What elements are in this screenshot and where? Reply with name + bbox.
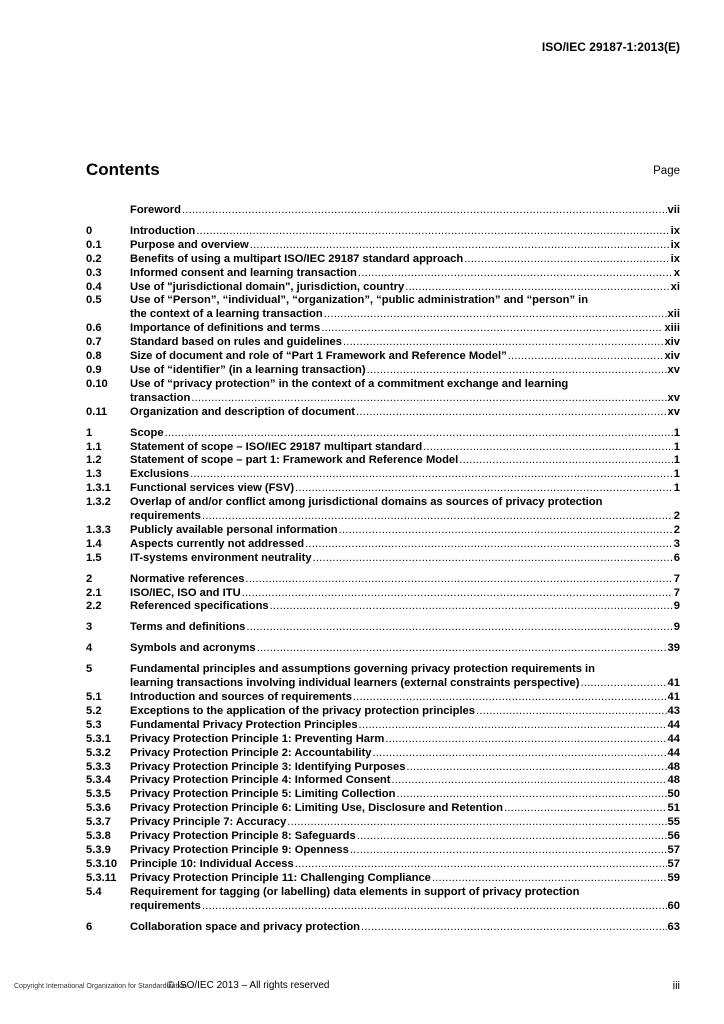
toc-entry-title: Fundamental Privacy Protection Principles xyxy=(130,718,358,731)
toc-entry-title: Collaboration space and privacy protection xyxy=(130,920,361,933)
toc-entry[interactable] xyxy=(86,830,680,844)
dot-leader xyxy=(391,774,666,788)
toc-entry-number: 1.3.2 xyxy=(86,496,111,509)
dot-leader xyxy=(423,441,673,455)
toc-entry[interactable] xyxy=(86,281,680,295)
dot-leader xyxy=(432,872,667,886)
toc-entry-page: xi xyxy=(670,280,680,293)
dot-leader xyxy=(257,642,667,656)
dot-leader xyxy=(476,705,667,719)
toc-entry-page: 51 xyxy=(667,802,680,815)
toc-entry[interactable] xyxy=(86,454,680,468)
toc-entry-page: xv xyxy=(667,363,680,376)
toc-entry-title: Statement of scope – part 1: Framework and Reference Model xyxy=(130,454,459,467)
toc-entry-page: 41 xyxy=(667,691,680,703)
toc-entry-page: 48 xyxy=(667,774,680,787)
page-column-label: Page xyxy=(653,165,680,177)
dot-leader xyxy=(196,225,669,239)
toc-entry-title: Introduction and sources of requirements xyxy=(130,691,352,703)
toc-entry[interactable] xyxy=(86,761,680,775)
toc-entry[interactable] xyxy=(86,691,680,705)
toc-entry-title: Privacy Protection Principle 8: Safeguards xyxy=(130,830,356,843)
toc-entry[interactable] xyxy=(86,663,680,691)
toc-entry-number: 1 xyxy=(86,426,93,439)
toc-entry-title: Size of document and role of “Part 1 Framework and Reference Model” xyxy=(130,350,507,363)
toc-group xyxy=(86,642,680,656)
dot-leader xyxy=(295,858,667,872)
dot-leader xyxy=(202,900,667,914)
dot-leader xyxy=(202,510,673,524)
toc-entry[interactable] xyxy=(86,844,680,858)
toc-entry-number: 5.3.7 xyxy=(86,816,111,829)
toc-entry-page: 44 xyxy=(667,718,680,731)
dot-leader xyxy=(385,733,666,747)
toc-entry-title: Symbols and acronyms xyxy=(130,642,256,655)
toc-entry-title: requirements xyxy=(130,510,201,523)
toc-entry-page: 41 xyxy=(667,677,680,690)
toc-entry-number: 5.3.5 xyxy=(86,788,111,801)
dot-leader xyxy=(270,600,673,614)
toc-entry-number: 6 xyxy=(86,920,93,933)
dot-leader xyxy=(357,830,667,844)
toc-entry-title: Normative references xyxy=(130,572,245,585)
toc-entry[interactable] xyxy=(86,350,680,364)
toc-entry[interactable] xyxy=(86,802,680,816)
toc-entry-title: requirements xyxy=(130,899,201,912)
toc-entry-page: 3 xyxy=(673,537,680,550)
toc-entry-title: Standard based on rules and guidelines xyxy=(130,336,342,349)
toc-entry-title: Overlap of and/or conflict among jurisdictional domains as sources of privacy protection xyxy=(130,496,603,509)
toc-entry-title: Privacy Protection Principle 6: Limiting Use, Disclosure and Retention xyxy=(130,802,504,815)
toc-entry-page: xv xyxy=(667,391,680,404)
toc-group xyxy=(86,427,680,566)
toc-entry-page: 50 xyxy=(667,788,680,801)
toc-entry-title: Introduction xyxy=(130,224,196,237)
toc-entry-page: ix xyxy=(670,224,680,237)
toc-entry-page: xiv xyxy=(664,350,680,363)
toc-entry-number: 5 xyxy=(86,663,93,676)
toc-entry-page: 7 xyxy=(673,572,680,585)
toc-entry-number: 0.3 xyxy=(86,266,102,279)
toc-entry[interactable] xyxy=(86,858,680,872)
toc-entry-title: Referenced specifications xyxy=(130,600,269,613)
toc-entry-title: Privacy Protection Principle 3: Identifying Purposes xyxy=(130,760,406,773)
dot-leader xyxy=(246,621,672,635)
toc-entry[interactable] xyxy=(86,886,680,914)
toc-entry[interactable] xyxy=(86,225,680,239)
dot-leader xyxy=(343,336,663,350)
dot-leader xyxy=(464,253,669,267)
toc-entry[interactable] xyxy=(86,774,680,788)
toc-entry-title: Privacy Protection Principle 2: Accountability xyxy=(130,746,372,759)
toc-entry-number: 0.2 xyxy=(86,252,102,265)
toc-entry-page: 60 xyxy=(667,899,680,912)
toc-entry[interactable] xyxy=(86,788,680,802)
dot-leader xyxy=(406,761,666,775)
toc-entry[interactable] xyxy=(86,468,680,482)
dot-leader xyxy=(581,677,667,691)
contents-title: Contents xyxy=(86,160,160,179)
toc-entry[interactable] xyxy=(86,441,680,455)
toc-entry-number: 1.3 xyxy=(86,468,102,481)
toc-entry[interactable] xyxy=(86,239,680,253)
toc-entry[interactable] xyxy=(86,573,680,587)
toc-entry-title: Privacy Protection Principle 1: Preventing Harm xyxy=(130,732,385,745)
dot-leader xyxy=(287,816,666,830)
toc-entry-title: Use of “identifier” (in a learning transaction) xyxy=(130,363,366,376)
toc-entry-number: 0 xyxy=(86,224,93,237)
dot-leader xyxy=(295,482,673,496)
toc-entry-number: 5.3.2 xyxy=(86,746,111,759)
toc-entry-page: 1 xyxy=(673,426,680,439)
toc-entry-page: 39 xyxy=(667,642,680,655)
dot-leader xyxy=(359,719,667,733)
toc-entry-number: 5.4 xyxy=(86,885,102,898)
dot-leader xyxy=(350,844,667,858)
toc-entry-number: 3 xyxy=(86,621,93,634)
toc-entry-number: 5.3.9 xyxy=(86,843,111,856)
toc-entry-number: 5.3.10 xyxy=(86,857,118,870)
toc-entry-page: vii xyxy=(667,204,680,216)
toc-entry[interactable] xyxy=(86,267,680,281)
toc-entry[interactable] xyxy=(86,816,680,830)
rights-notice: © ISO/IEC 2013 – All rights reserved xyxy=(167,980,330,991)
toc-entry-number: 1.5 xyxy=(86,551,102,564)
toc-entry-number: 0.9 xyxy=(86,363,102,376)
toc-entry-page: ix xyxy=(670,238,680,251)
dot-leader xyxy=(459,454,673,468)
dot-leader xyxy=(396,788,666,802)
toc-entry-page: 44 xyxy=(667,746,680,759)
toc-entry-title: Exclusions xyxy=(130,468,190,481)
toc-entry[interactable] xyxy=(86,253,680,267)
toc-entry-page: 57 xyxy=(667,857,680,870)
toc-entry-title: ISO/IEC, ISO and ITU xyxy=(130,586,241,599)
dot-leader xyxy=(356,406,667,420)
toc-entry-page: 56 xyxy=(667,830,680,843)
toc-entry-number: 2 xyxy=(86,572,93,585)
toc-entry[interactable] xyxy=(86,496,680,524)
toc-entry-title: transaction xyxy=(130,391,191,404)
toc-entry-number: 5.3.4 xyxy=(86,774,111,787)
toc-entry-title: Requirement for tagging (or labelling) data elements in support of privacy protection xyxy=(130,885,580,898)
toc-entry-title: Scope xyxy=(130,426,164,439)
toc-entry-title: Privacy Protection Principle 5: Limiting Collection xyxy=(130,788,396,801)
toc-entry-title: Fundamental principles and assumptions governing privacy protection requirements in xyxy=(130,663,595,676)
dot-leader xyxy=(508,350,664,364)
toc-entry-page: xii xyxy=(667,308,680,321)
toc-entry[interactable] xyxy=(86,406,680,420)
toc-entry-page: 63 xyxy=(667,920,680,933)
toc-entry[interactable] xyxy=(86,322,680,336)
dot-leader xyxy=(242,587,673,601)
toc-entry-page: 43 xyxy=(667,704,680,717)
toc-entry-page: xiii xyxy=(664,322,680,335)
toc-entry-page: 1 xyxy=(673,454,680,467)
toc-entry[interactable] xyxy=(86,705,680,719)
dot-leader xyxy=(358,267,673,281)
toc-entry-page: 44 xyxy=(667,732,680,745)
toc-entry-title: Foreword xyxy=(130,204,181,216)
toc-entry-number: 5.3.6 xyxy=(86,802,111,815)
toc-entry-number: 0.10 xyxy=(86,377,108,390)
toc-entry-number: 1.2 xyxy=(86,454,102,467)
toc-entry-page: ix xyxy=(670,252,680,265)
toc-entry-page: 7 xyxy=(673,586,680,599)
dot-leader xyxy=(353,691,667,705)
toc-entry-page: 1 xyxy=(673,482,680,495)
toc-entry[interactable] xyxy=(86,600,680,614)
toc-entry-title: Purpose and overview xyxy=(130,238,249,251)
toc-entry[interactable] xyxy=(86,336,680,350)
toc-entry-page: 9 xyxy=(673,621,680,634)
toc-group xyxy=(86,663,680,913)
toc-entry-number: 0.7 xyxy=(86,336,102,349)
toc-entry-page: xv xyxy=(667,405,680,418)
toc-entry-number: 1.3.3 xyxy=(86,523,111,536)
toc-entry[interactable] xyxy=(86,872,680,886)
toc-entry-title: the context of a learning transaction xyxy=(130,308,323,321)
toc-entry-number: 2.2 xyxy=(86,600,102,613)
toc-entry-page: 9 xyxy=(673,600,680,613)
toc-entry-title: Privacy Protection Principle 4: Informed Consent xyxy=(130,774,391,787)
toc-entry-number: 0.1 xyxy=(86,238,102,251)
dot-leader xyxy=(361,921,667,935)
document-id-header: ISO/IEC 29187-1:2013(E) xyxy=(541,40,680,54)
toc-entry-title: Aspects currently not addressed xyxy=(130,537,305,550)
toc-entry-number: 5.2 xyxy=(86,704,102,717)
toc-entry-title: learning transactions involving individual learners (external constraints perspective) xyxy=(130,677,580,690)
toc-entry-title: Organization and description of document xyxy=(130,405,356,418)
toc-entry-page: 1 xyxy=(673,468,680,481)
toc-entry-number: 1.3.1 xyxy=(86,482,111,495)
toc-entry[interactable] xyxy=(86,642,680,656)
toc-entry-number: 0.11 xyxy=(86,405,108,418)
toc-entry-title: Use of “Person”, “individual”, “organization”, “public administration” and “person” in xyxy=(130,294,589,307)
toc-entry[interactable] xyxy=(86,378,680,406)
dot-leader xyxy=(182,204,667,218)
toc-entry-title: IT-systems environment neutrality xyxy=(130,551,312,564)
toc-entry-title: Privacy Principle 7: Accuracy xyxy=(130,816,287,829)
toc-entry-number: 5.3 xyxy=(86,718,102,731)
toc-group xyxy=(86,204,680,218)
dot-leader xyxy=(504,802,667,816)
dot-leader xyxy=(190,468,673,482)
toc-entry-number: 0.8 xyxy=(86,350,102,363)
toc-entry[interactable] xyxy=(86,921,680,935)
toc-entry-page: 1 xyxy=(673,440,680,453)
page-number: iii xyxy=(672,980,680,992)
dot-leader xyxy=(250,239,670,253)
toc-group xyxy=(86,573,680,615)
toc-entry-number: 0.6 xyxy=(86,322,102,335)
toc-group xyxy=(86,621,680,635)
toc-entry[interactable] xyxy=(86,719,680,733)
toc-entry-number: 2.1 xyxy=(86,586,102,599)
toc-entry[interactable] xyxy=(86,427,680,441)
toc-entry-title: Benefits of using a multipart ISO/IEC 29187 standard approach xyxy=(130,252,464,265)
dot-leader xyxy=(165,427,673,441)
toc-entry-page: 48 xyxy=(667,760,680,773)
toc-entry-title: Privacy Protection Principle 11: Challenging Compliance xyxy=(130,871,431,884)
dot-leader xyxy=(191,392,666,406)
dot-leader xyxy=(324,308,667,322)
toc-entry-number: 5.1 xyxy=(86,691,102,703)
toc-entry-number: 0.4 xyxy=(86,280,102,293)
toc-entry-title: Exceptions to the application of the privacy protection principles xyxy=(130,704,476,717)
dot-leader xyxy=(305,538,673,552)
toc-entry-title: Informed consent and learning transaction xyxy=(130,266,357,279)
dot-leader xyxy=(245,573,672,587)
toc-entry-page: xiv xyxy=(664,336,680,349)
toc-entry-number: 5.3.1 xyxy=(86,732,111,745)
toc-entry-number: 1.1 xyxy=(86,440,102,453)
toc-entry[interactable] xyxy=(86,621,680,635)
toc-entry-title: Publicly available personal information xyxy=(130,523,338,536)
toc-entry[interactable] xyxy=(86,482,680,496)
toc-entry[interactable] xyxy=(86,733,680,747)
copyright-notice: Copyright International Organization for Standardization xyxy=(14,983,187,990)
table-of-contents xyxy=(86,204,680,941)
toc-entry-page: 6 xyxy=(673,551,680,564)
toc-entry[interactable] xyxy=(86,587,680,601)
dot-leader xyxy=(405,281,669,295)
toc-entry-page: 59 xyxy=(667,871,680,884)
toc-entry-title: Privacy Protection Principle 9: Openness xyxy=(130,843,349,856)
toc-entry-title: Principle 10: Individual Access xyxy=(130,857,294,870)
toc-entry[interactable] xyxy=(86,552,680,566)
toc-entry-page: 2 xyxy=(673,510,680,523)
dot-leader xyxy=(313,552,673,566)
toc-entry[interactable] xyxy=(86,747,680,761)
toc-entry-number: 1.4 xyxy=(86,537,102,550)
toc-entry-number: 0.5 xyxy=(86,294,102,307)
toc-entry-title: Use of "jurisdictional domain", jurisdiction, country xyxy=(130,280,405,293)
dot-leader xyxy=(367,364,667,378)
toc-entry-page: 2 xyxy=(673,523,680,536)
toc-entry-title: Importance of definitions and terms xyxy=(130,322,321,335)
toc-entry[interactable] xyxy=(86,204,680,218)
dot-leader xyxy=(372,747,666,761)
dot-leader xyxy=(339,524,673,538)
toc-entry[interactable] xyxy=(86,524,680,538)
dot-leader xyxy=(321,322,663,336)
toc-entry[interactable] xyxy=(86,538,680,552)
toc-entry-number: 4 xyxy=(86,642,93,655)
toc-entry-number: 5.3.8 xyxy=(86,830,111,843)
toc-entry-number: 5.3.3 xyxy=(86,760,111,773)
toc-entry[interactable] xyxy=(86,364,680,378)
toc-entry-title: Functional services view (FSV) xyxy=(130,482,295,495)
toc-entry-title: Use of “privacy protection” in the context of a commitment exchange and learning xyxy=(130,377,569,390)
toc-entry-title: Statement of scope – ISO/IEC 29187 multipart standard xyxy=(130,440,423,453)
toc-entry-number: 5.3.11 xyxy=(86,871,117,884)
toc-entry-title: Terms and definitions xyxy=(130,621,246,634)
toc-group xyxy=(86,225,680,420)
toc-entry-page: x xyxy=(673,266,680,279)
toc-entry[interactable] xyxy=(86,294,680,322)
toc-entry-page: 55 xyxy=(667,816,680,829)
toc-group xyxy=(86,921,680,935)
toc-entry-page: 57 xyxy=(667,843,680,856)
